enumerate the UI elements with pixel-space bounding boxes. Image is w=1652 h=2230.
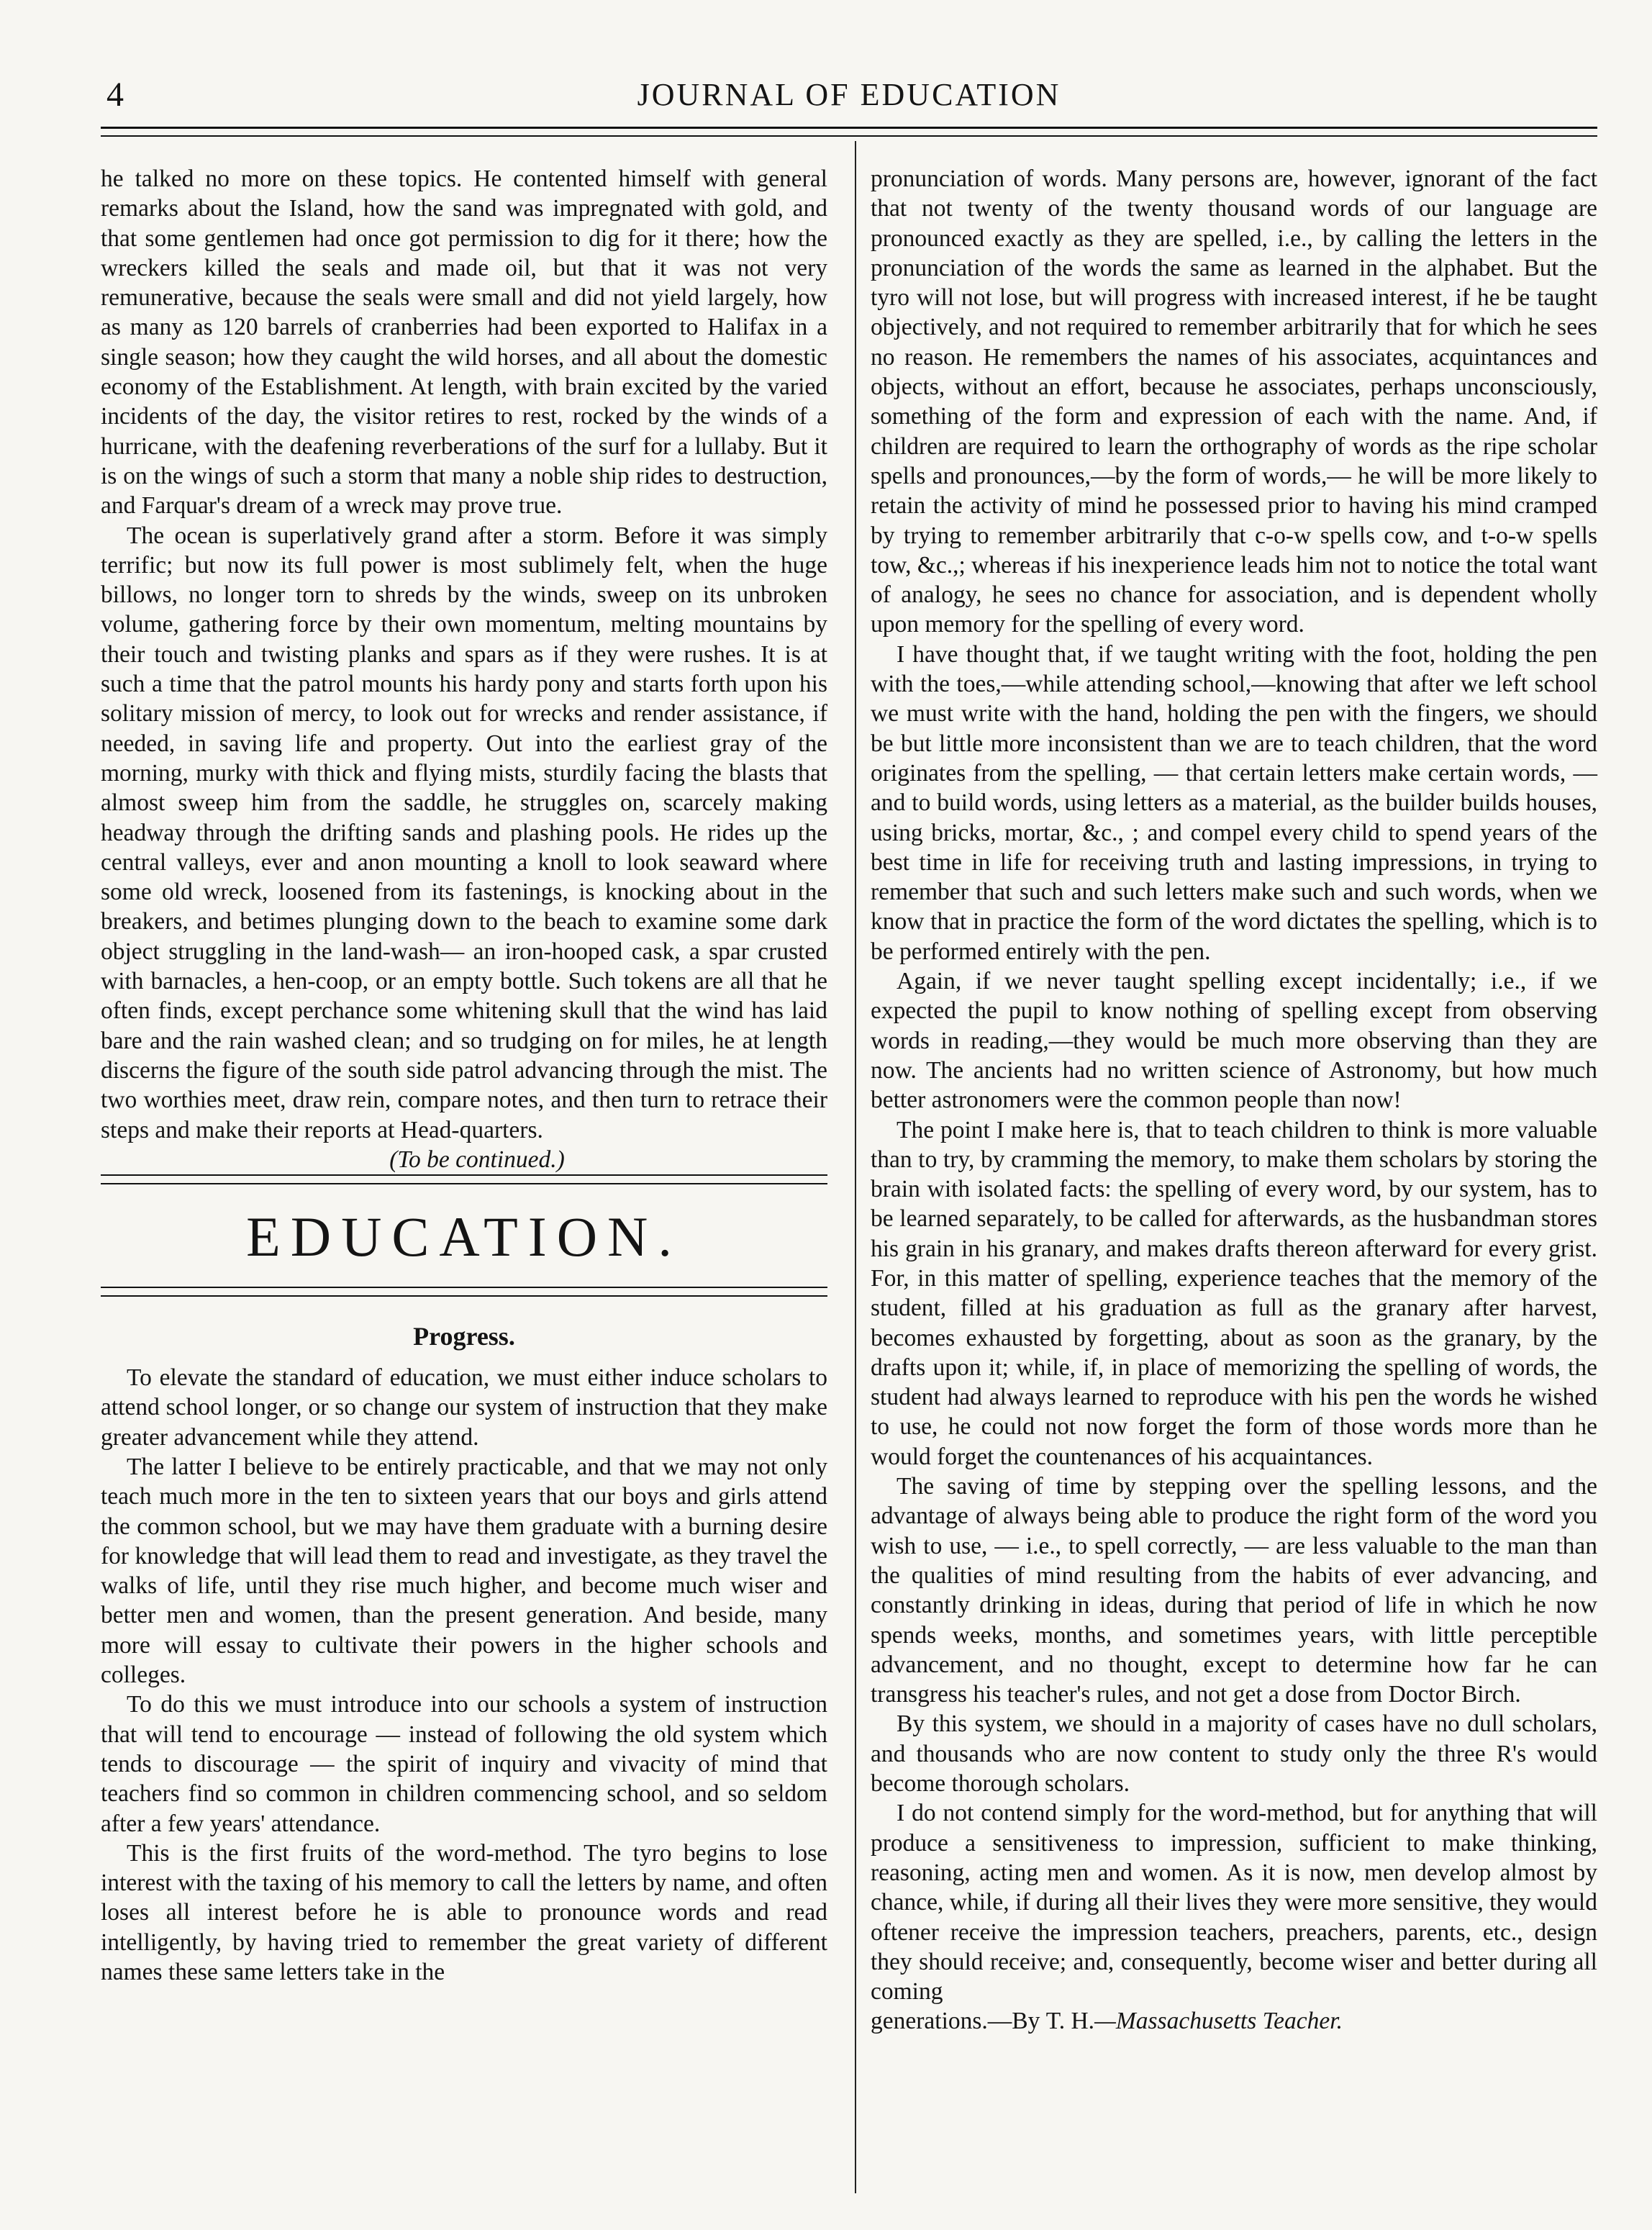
article-subheading: Progress. bbox=[413, 1322, 515, 1351]
article-paragraph: The point I make here is, that to teach children to think is more valuable than to try, by cramming the memory, to make them scholars by storing the brain with isolated facts: the spelling of every word, by our system, has to be learned separately, to be called for afterwards, as the husbandman stores his grain in his granary, and makes drafts thereon afterward for every grist. For, in this matter of spelling, experience teaches that the memory of the student, filled at his graduation as full as the granary after harvest, becomes exhausted by forgetting, about as soon as the granary, by the drafts upon it; while, if, in place of memorizing the spelling of words, the student had always learned to reproduce with his pen the words he wished to use, he could not now forget the form of those words more than he would forget the countenances of his acquaintances. bbox=[871, 1116, 1597, 1470]
newspaper-page bbox=[101, 63, 1597, 2193]
article-paragraph: By this system, we should in a majority of cases have no dull scholars, and thousands who are now content to study only the three R's would become thorough scholars. bbox=[871, 1710, 1597, 1798]
page-number: 4 bbox=[106, 76, 124, 114]
page-header bbox=[101, 71, 1597, 121]
article-paragraph: I do not contend simply for the word-method, but for anything that will produce a sensitiveness to impression, sufficient to make thinking, reasoning, acting men and women. As it is now, men develop almost by chance, while, if during all their lives they were more sensitive, they would oftener receive the impression teachers, preachers, parents, etc., design they should receive; and, consequently, become wiser and better during all coming bbox=[871, 1800, 1597, 2005]
author-initials: T. H. bbox=[1045, 2008, 1095, 2035]
journal-title: JOURNAL OF EDUCATION bbox=[637, 77, 1061, 112]
closing-text: generations.—By bbox=[871, 2008, 1040, 2035]
article-paragraph: To do this we must introduce into our schools a system of instruction that will tend to encourage — instead of following the old system which tends to discourage — the spirit of inquiry and vivacity of mind that teachers find so common in children commencing school, and so seldom after a few years' attendance. bbox=[101, 1691, 827, 1837]
article-paragraph: I have thought that, if we taught writing with the foot, holding the pen with the toes,—while attending school,—knowing that after we left school we must write with the hand, holding the pen with the fingers, we should be but little more inconsistent than we are to teach children, that the word originates from the spelling, — that certain letters make certain words, — and to build words, using letters as a material, as the builder builds houses, using bricks, mortar, &c., ; and compel every child to spend years of the best time in life for receiving truth and lasting impressions, in trying to remember that such and such letters make such and such words, when we know that in practice the form of the word dictates the spelling, which is to be performed entirely with the pen. bbox=[871, 640, 1597, 965]
left-column bbox=[101, 164, 827, 1987]
article-paragraph: The saving of time by stepping over the spelling lessons, and the advantage of always being able to produce the right form of the word you wish to use, — i.e., to spell correctly, — are less valuable to the man than the qualities of mind resulting from the habits of ever advancing, and constantly drinking in ideas, during that period of life in which he now spends weeks, months, and sometimes years, with little perceptible advancement, and no thought, except to determine how far he can transgress his teacher's rules, and not get a dose from Doctor Birch. bbox=[871, 1473, 1597, 1708]
article-paragraph: To elevate the standard of education, we must either induce scholars to attend school longer, or so change our system of instruction that they make greater advancement while they attend. bbox=[101, 1364, 827, 1451]
article-paragraph: The ocean is superlatively grand after a storm. Before it was simply terrific; but now its full power is most sublimely felt, when the huge billows, no longer torn to shreds by the winds, sweep on its unbroken volume, gathering force by their own momentum, melting mountains by their touch and twisting planks and spars as if they were rushes. It is at such a time that the patrol mounts his hardy pony and starts forth upon his solitary mission of mercy, to look out for wrecks and render assistance, if needed, in saving life and property. Out into the earliest gray of the morning, murky with thick and flying mists, sturdily facing the blasts that almost sweep him from the saddle, he struggles on, scarcely making headway through the drifting sands and plashing pools. He rides up the central valleys, ever and anon mounting a knoll to look seaward where some old wreck, loosened from its fastenings, is knocking about in the breakers, and betimes plunging down to the beach to examine some dark object struggling in the land-wash— an iron-hooped cask, a spar crusted with barnacles, a hen-coop, or an empty bottle. Such tokens are all that he often finds, except perchance some whitening skull that the wind has laid bare and the rain washed clean; and so trudging on for miles, he at length discerns the figure of the south side patrol advancing through the mist. The two worthies meet, draw rein, compare notes, and then turn to retrace their steps and make their reports at Head-quarters. bbox=[101, 522, 827, 1143]
section-rule-bottom bbox=[101, 1287, 827, 1297]
section-heading: EDUCATION. bbox=[246, 1205, 682, 1269]
article-paragraph: The latter I believe to be entirely practicable, and that we may not only teach much more in the ten to sixteen years that our boys and girls attend the common school, but we may have them graduate with a burning desire for knowledge that will lead them to read and investigate, as they travel the walks of life, until they rise much higher, and become much wiser and better men and women, than the present generation. And beside, many more will essay to cultivate their powers in the higher schools and colleges. bbox=[101, 1453, 827, 1689]
column-divider bbox=[855, 141, 856, 2193]
article-paragraph: pronunciation of words. Many persons are, however, ignorant of the fact that not twenty of the twenty thousand words of our language are pronounced exactly as they are spelled, i.e., by calling the letters in the pronunciation of the words the same as learned in the alphabet. But the tyro will not lose, but will progress with increased interest, if he be taught objectively, and not required to remember arbitrarily that for which he sees no reason. He remembers the names of his associates, acquintances and objects, without an effort, because he associates, perhaps unconsciously, something of the form and expression of each with the name. And, if children are required to learn the orthography of words as the ripe scholar spells and pronounces,—by the form of words,— he will be more likely to retain the activity of mind he possessed prior to having his mind cramped by trying to remember arbitrarily that c-o-w spells cow, and t-o-w spells tow, &c.,; whereas if his inexperience leads him not to notice the total want of analogy, he sees no chance for association, and is dependent wholly upon memory for the spelling of every word. bbox=[871, 166, 1597, 638]
continued-note: (To be continued.) bbox=[389, 1146, 565, 1173]
article-signature bbox=[871, 2006, 1597, 2036]
article-paragraph: he talked no more on these topics. He contented himself with general remarks about the Island, how the sand was impregnated with gold, and that some gentlemen had once got permission to dig for it there; how the wreckers killed the seals and made oil, but that it was not very remunerative, because the seals were small and did not yield largely, how as many as 120 barrels of cranberries had been exported to Halifax in a single season; how they caught the wild horses, and all about the domestic economy of the Establishment. At length, with brain excited by the varied incidents of the day, the visitor retires to rest, rocked by the winds of a hurricane, with the deafening reverberations of the surf for a lullaby. But it is on the wings of such a storm that many a noble ship rides to destruction, and Farquar's dream of a wreck may prove true. bbox=[101, 166, 827, 520]
section-rule-top bbox=[101, 1174, 827, 1184]
article-paragraph: This is the first fruits of the word-method. The tyro begins to lose interest with the taxing of his memory to call the letters by name, and often loses all interest before he is able to pronounce words and read intelligently, by having tried to remember the great variety of different names these same letters take in the bbox=[101, 1839, 827, 1986]
article-paragraph: Again, if we never taught spelling except incidentally; i.e., if we expected the pupil to know nothing of spelling except from observing words in reading,—they would be much more observing than they are now. The ancients had no written science of Astronomy, but how much better astronomers were the common people than now! bbox=[871, 968, 1597, 1114]
source-name: —Massachusetts Teacher. bbox=[1094, 2008, 1343, 2035]
right-column bbox=[871, 164, 1597, 2036]
header-rule bbox=[101, 127, 1597, 137]
